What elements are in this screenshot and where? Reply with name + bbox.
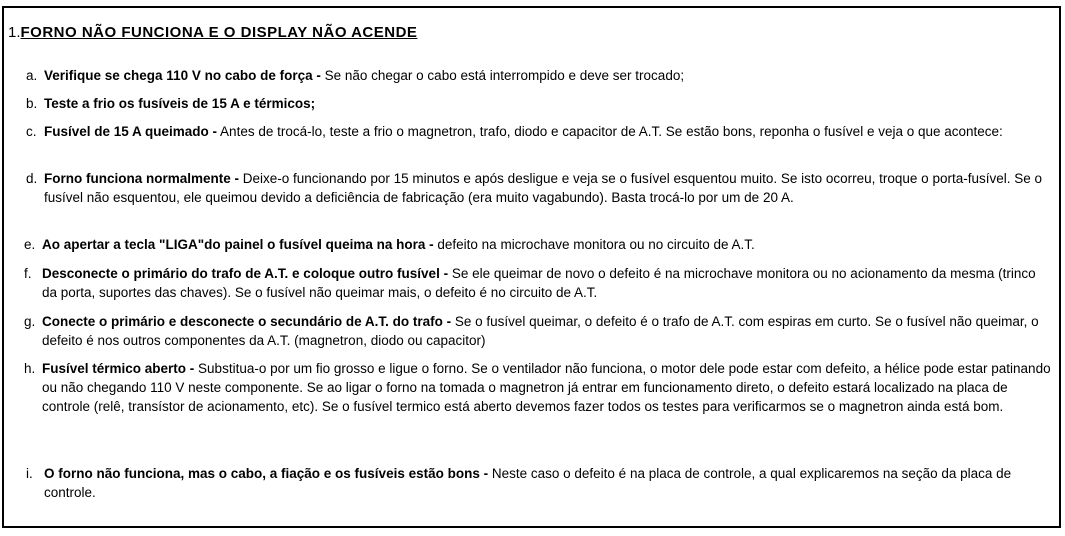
list-letter: h.	[24, 361, 36, 376]
list-item-lead: Ao apertar a tecla "LIGA"do painel o fusível queima na hora -	[42, 237, 434, 252]
list-item-lead: Teste a frio os fusíveis de 15 A e térmicos;	[44, 96, 316, 111]
list-letter: e.	[24, 237, 36, 252]
list-item-body: Neste caso o defeito é na placa de controle, a qual explicaremos na seção da placa de controle.	[44, 466, 1012, 500]
list-letter: i.	[26, 466, 33, 481]
list-item-lead: Forno funciona normalmente -	[44, 171, 240, 186]
list-item-lead: Conecte o primário e desconecte o secundário de A.T. do trafo -	[42, 314, 452, 329]
list-item-lead: Verifique se chega 110 V no cabo de força -	[44, 68, 321, 83]
list-item-text	[42, 264, 1054, 302]
document-frame	[2, 6, 1061, 528]
section-number: 1.	[8, 24, 21, 41]
list-item-text	[44, 169, 1054, 207]
list-letter: g.	[24, 314, 36, 329]
list-item-body: Se não chegar o cabo está interrompido e deve ser trocado;	[320, 68, 685, 83]
list-item-body: defeito na microchave monitora ou no circuito de A.T.	[433, 237, 755, 252]
list-item-text	[42, 312, 1054, 350]
section-heading	[8, 24, 417, 42]
list-item-lead: Fusível térmico aberto -	[42, 361, 195, 376]
list-letter: a.	[26, 68, 38, 83]
list-item-body: Se ele queimar de novo o defeito é na microchave monitora ou no acionamento da mesma (trinco da porta, suportes das chaves). Se o fusível não queimar mais, o defeito é no circuito de A.T.	[42, 266, 1036, 300]
list-item-lead: Desconecte o primário do trafo de A.T. e coloque outro fusível -	[42, 266, 449, 281]
list-item-lead: O forno não funciona, mas o cabo, a fiação e os fusíveis estão bons -	[44, 466, 489, 481]
list-item-body: Antes de trocá-lo, teste a frio o magnetron, trafo, diodo e capacitor de A.T. Se estão bons, reponha o fusível e veja o que acontece:	[217, 124, 1003, 139]
list-item-text	[44, 464, 1054, 502]
list-letter: f.	[24, 266, 32, 281]
list-item-text	[42, 235, 1054, 254]
list-item-text	[44, 122, 1054, 141]
list-item-body: Se o fusível queimar, o defeito é o trafo de A.T. com espiras em curto. Se o fusível não queimar, o defeito é nos outros componentes da A.T. (magnetron, diodo ou capacitor)	[42, 314, 1039, 348]
list-letter: b.	[26, 96, 38, 111]
list-letter: c.	[26, 124, 37, 139]
list-item-lead: Fusível de 15 A queimado -	[44, 124, 218, 139]
list-item-body: Deixe-o funcionando por 15 minutos e após desligue e veja se o fusível esquentou muito. Se isto ocorreu, troque o porta-fusível. Se o fusível não esquentou, ele queimou devido a deficiência de fabricação (era muito vagabundo). Basta trocá-lo por um de 20 A.	[44, 171, 1042, 205]
list-item-body: Substitua-o por um fio grosso e ligue o forno. Se o ventilador não funciona, o motor dele pode estar com defeito, a hélice pode estar patinando ou não chegando 110 V neste componente. Se ao ligar o forno na tomada o magnetron já entrar em funcionamento direto, o defeito estará localizado na placa de controle (relê, transístor de acionamento, etc). Se o fusível termico está aberto devemos fazer todos os testes para verificarmos se o magnetron ainda está bom.	[42, 361, 1051, 414]
list-item-text	[44, 66, 1054, 85]
list-item-text	[42, 359, 1054, 416]
list-item-text	[44, 94, 1054, 113]
section-title: FORNO NÃO FUNCIONA E O DISPLAY NÃO ACENDE	[20, 24, 418, 41]
list-letter: d.	[26, 171, 38, 186]
